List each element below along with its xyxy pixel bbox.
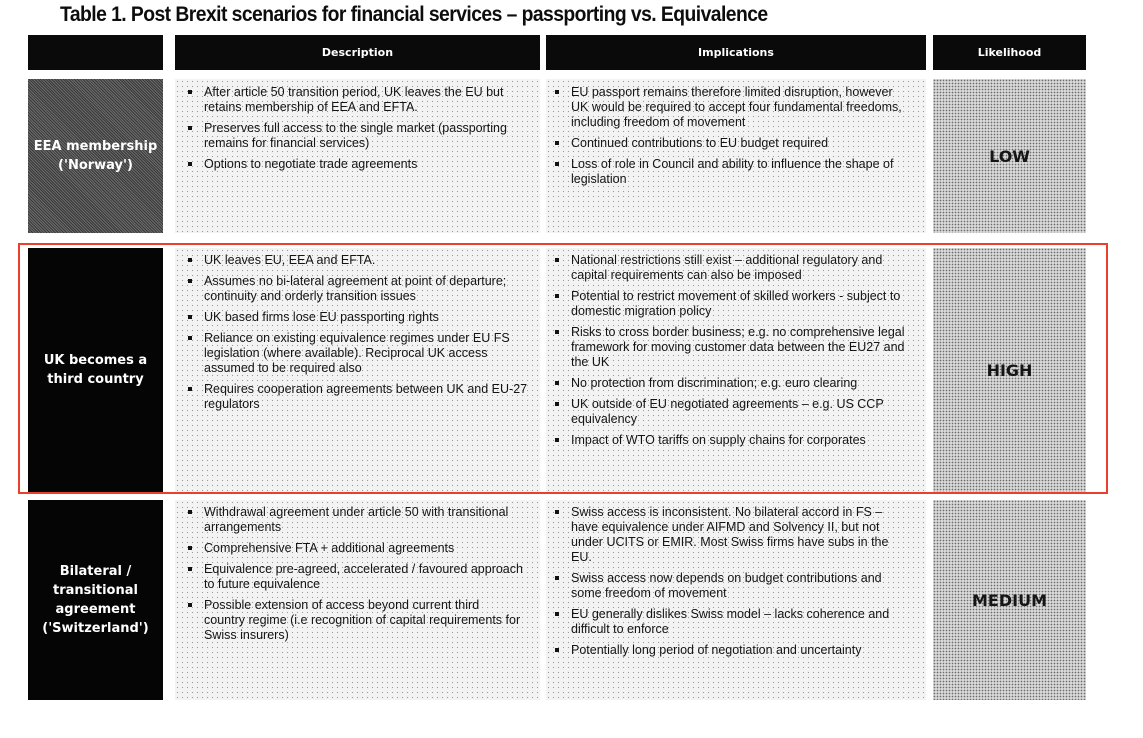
implications-cell <box>546 248 926 492</box>
list-item: Potential to restrict movement of skilled workers - subject to domestic migration policy <box>550 289 920 319</box>
list-item: Risks to cross border business; e.g. no comprehensive legal framework for moving customer data between the EU27 and the UK <box>550 325 920 370</box>
list-item: Withdrawal agreement under article 50 with transitional arrangements <box>183 505 523 535</box>
list-item: Requires cooperation agreements between UK and EU-27 regulators <box>183 382 533 412</box>
list-item: Loss of role in Council and ability to influence the shape of legislation <box>550 157 910 187</box>
description-list <box>183 253 533 418</box>
list-item: Preserves full access to the single market (passporting remains for financial services) <box>183 121 528 151</box>
list-item: Impact of WTO tariffs on supply chains for corporates <box>550 433 920 448</box>
list-item: Assumes no bi-lateral agreement at point of departure; continuity and orderly transition issues <box>183 274 533 304</box>
table-title: Table 1. Post Brexit scenarios for financial services – passporting vs. Equivalence <box>60 3 768 26</box>
list-item: UK leaves EU, EEA and EFTA. <box>183 253 533 268</box>
list-item: Swiss access now depends on budget contributions and some freedom of movement <box>550 571 912 601</box>
likelihood-badge: HIGH <box>933 248 1086 492</box>
scenario-label: EEA membership ('Norway') <box>28 79 163 233</box>
description-cell <box>175 248 540 492</box>
scenario-label: Bilateral / transitional agreement ('Switzerland') <box>28 500 163 700</box>
list-item: Swiss access is inconsistent. No bilateral accord in FS – have equivalence under AIFMD and Solvency II, but not under UCITS or EMIR. Most Swiss firms have subs in the EU. <box>550 505 912 565</box>
likelihood-badge: LOW <box>933 79 1086 233</box>
implications-list <box>550 85 910 193</box>
list-item: National restrictions still exist – additional regulatory and capital requirements can also be imposed <box>550 253 920 283</box>
list-item: UK outside of EU negotiated agreements – e.g. US CCP equivalency <box>550 397 920 427</box>
list-item: No protection from discrimination; e.g. euro clearing <box>550 376 920 391</box>
likelihood-badge: MEDIUM <box>933 500 1086 700</box>
list-item: Continued contributions to EU budget required <box>550 136 910 151</box>
description-list <box>183 505 523 649</box>
list-item: EU generally dislikes Swiss model – lacks coherence and difficult to enforce <box>550 607 912 637</box>
header-description: Description <box>175 35 540 70</box>
description-list <box>183 85 528 178</box>
description-cell <box>175 79 540 233</box>
list-item: Equivalence pre-agreed, accelerated / favoured approach to future equivalence <box>183 562 523 592</box>
implications-list <box>550 253 920 454</box>
description-cell <box>175 500 540 700</box>
list-item: Reliance on existing equivalence regimes under EU FS legislation (where available). Reciprocal UK access assumed to be required also <box>183 331 533 376</box>
list-item: Options to negotiate trade agreements <box>183 157 528 172</box>
implications-cell <box>546 79 926 233</box>
header-scenario <box>28 35 163 70</box>
list-item: Possible extension of access beyond current third country regime (i.e recognition of capital requirements for Swiss insurers) <box>183 598 523 643</box>
list-item: Potentially long period of negotiation and uncertainty <box>550 643 912 658</box>
list-item: Comprehensive FTA + additional agreements <box>183 541 523 556</box>
implications-list <box>550 505 912 664</box>
header-implications: Implications <box>546 35 926 70</box>
header-likelihood: Likelihood <box>933 35 1086 70</box>
scenario-label: UK becomes a third country <box>28 248 163 492</box>
list-item: After article 50 transition period, UK leaves the EU but retains membership of EEA and EFTA. <box>183 85 528 115</box>
list-item: EU passport remains therefore limited disruption, however UK would be required to accept four fundamental freedoms, including freedom of movement <box>550 85 910 130</box>
list-item: UK based firms lose EU passporting rights <box>183 310 533 325</box>
implications-cell <box>546 500 926 700</box>
